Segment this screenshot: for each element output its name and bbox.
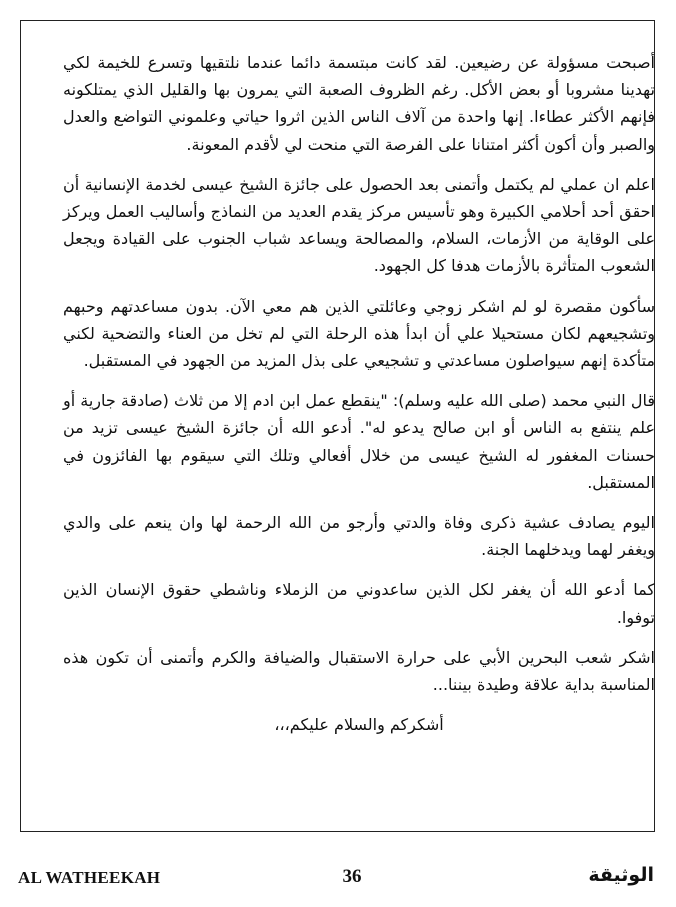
paragraph-3: سأكون مقصرة لو لم اشكر زوجي وعائلتي الذين هم معي الآن. بدون مساعدتهم وحبهم وتشجيعهم لكان مستحيلا علي أن ابدأ هذه الرحلة التي لم تخل من العناء والتضحية لكني متأكدة إنهم سيواصلون مساعدتي و تشجيعي على بذل المزيد من الجهود في المستقبل. [63,296,655,371]
footer-publication-name-arabic: الوثيقة [588,864,654,886]
paragraph-1: أصبحت مسؤولة عن رضيعين. لقد كانت مبتسمة دائما عندما نلتقيها وتسرع للخيمة لكي تهدينا مشروبا أو بعض الأكل. رغم الظروف الصعبة التي يمرون بها والقليل الذي يمتلكونه فإنهم الأكثر عطاءا. إنها واحدة من آلاف الناس الذين اثروا حياتي وعلموني التواضع والعدل والصبر وأن أكون أكثر امتنانا على الفرصة التي منحت لي لأقدم المعونة. [63,53,655,154]
paragraph-2: اعلم ان عملي لم يكتمل وأتمنى بعد الحصول على جائزة الشيخ عيسى لخدمة الإنسانية أن احقق أحد أحلامي الكبيرة وهو تأسيس مركز يقدم العديد من النماذج وأساليب العمل ويركز على الوقاية من الأزمات، السلام، والمصالحة ويساعد شباب الجنوب على القيادة ويجعل الشعوب المتأثرة بالأزمات هدفا كل الجهود. [63,174,655,276]
page-border [20,20,655,832]
paragraph-5: اليوم يصادف عشية ذكرى وفاة والدتي وأرجو من الله الرحمة لها وان ينعم على والدي ويغفر لهما ويدخلهما الجنة. [63,513,655,560]
paragraph-7: اشكر شعب البحرين الأبي على حرارة الاستقبال والضيافة والكرم وأتمنى أن تكون هذه المناسبة بداية علاقة وطيدة بيننا... [63,647,655,695]
page-number: 36 [342,866,362,887]
footer-publication-name-latin: AL WATHEEKAH [18,868,161,887]
paragraph-6: كما أدعو الله أن يغفر لكل الذين ساعدوني من الزملاء وناشطي حقوق الإنسان الذين توفوا. [63,580,655,627]
closing-line: أشكركم والسلام عليكم،،، [274,715,444,735]
article-body [63,49,655,751]
paragraph-4: قال النبي محمد (صلى الله عليه وسلم): "ينقطع عمل ابن ادم إلا من ثلاث (صادقة جارية أو علم ينتفع به الناس أو ابن صالح يدعو له". أدعو الله أن جائزة الشيخ عيسى تزيد من حسنات المغفور له الشيخ عيسى من خلال أفعالي وتلك التي سيقوم بها الفائزون في المستقبل. [63,391,655,492]
